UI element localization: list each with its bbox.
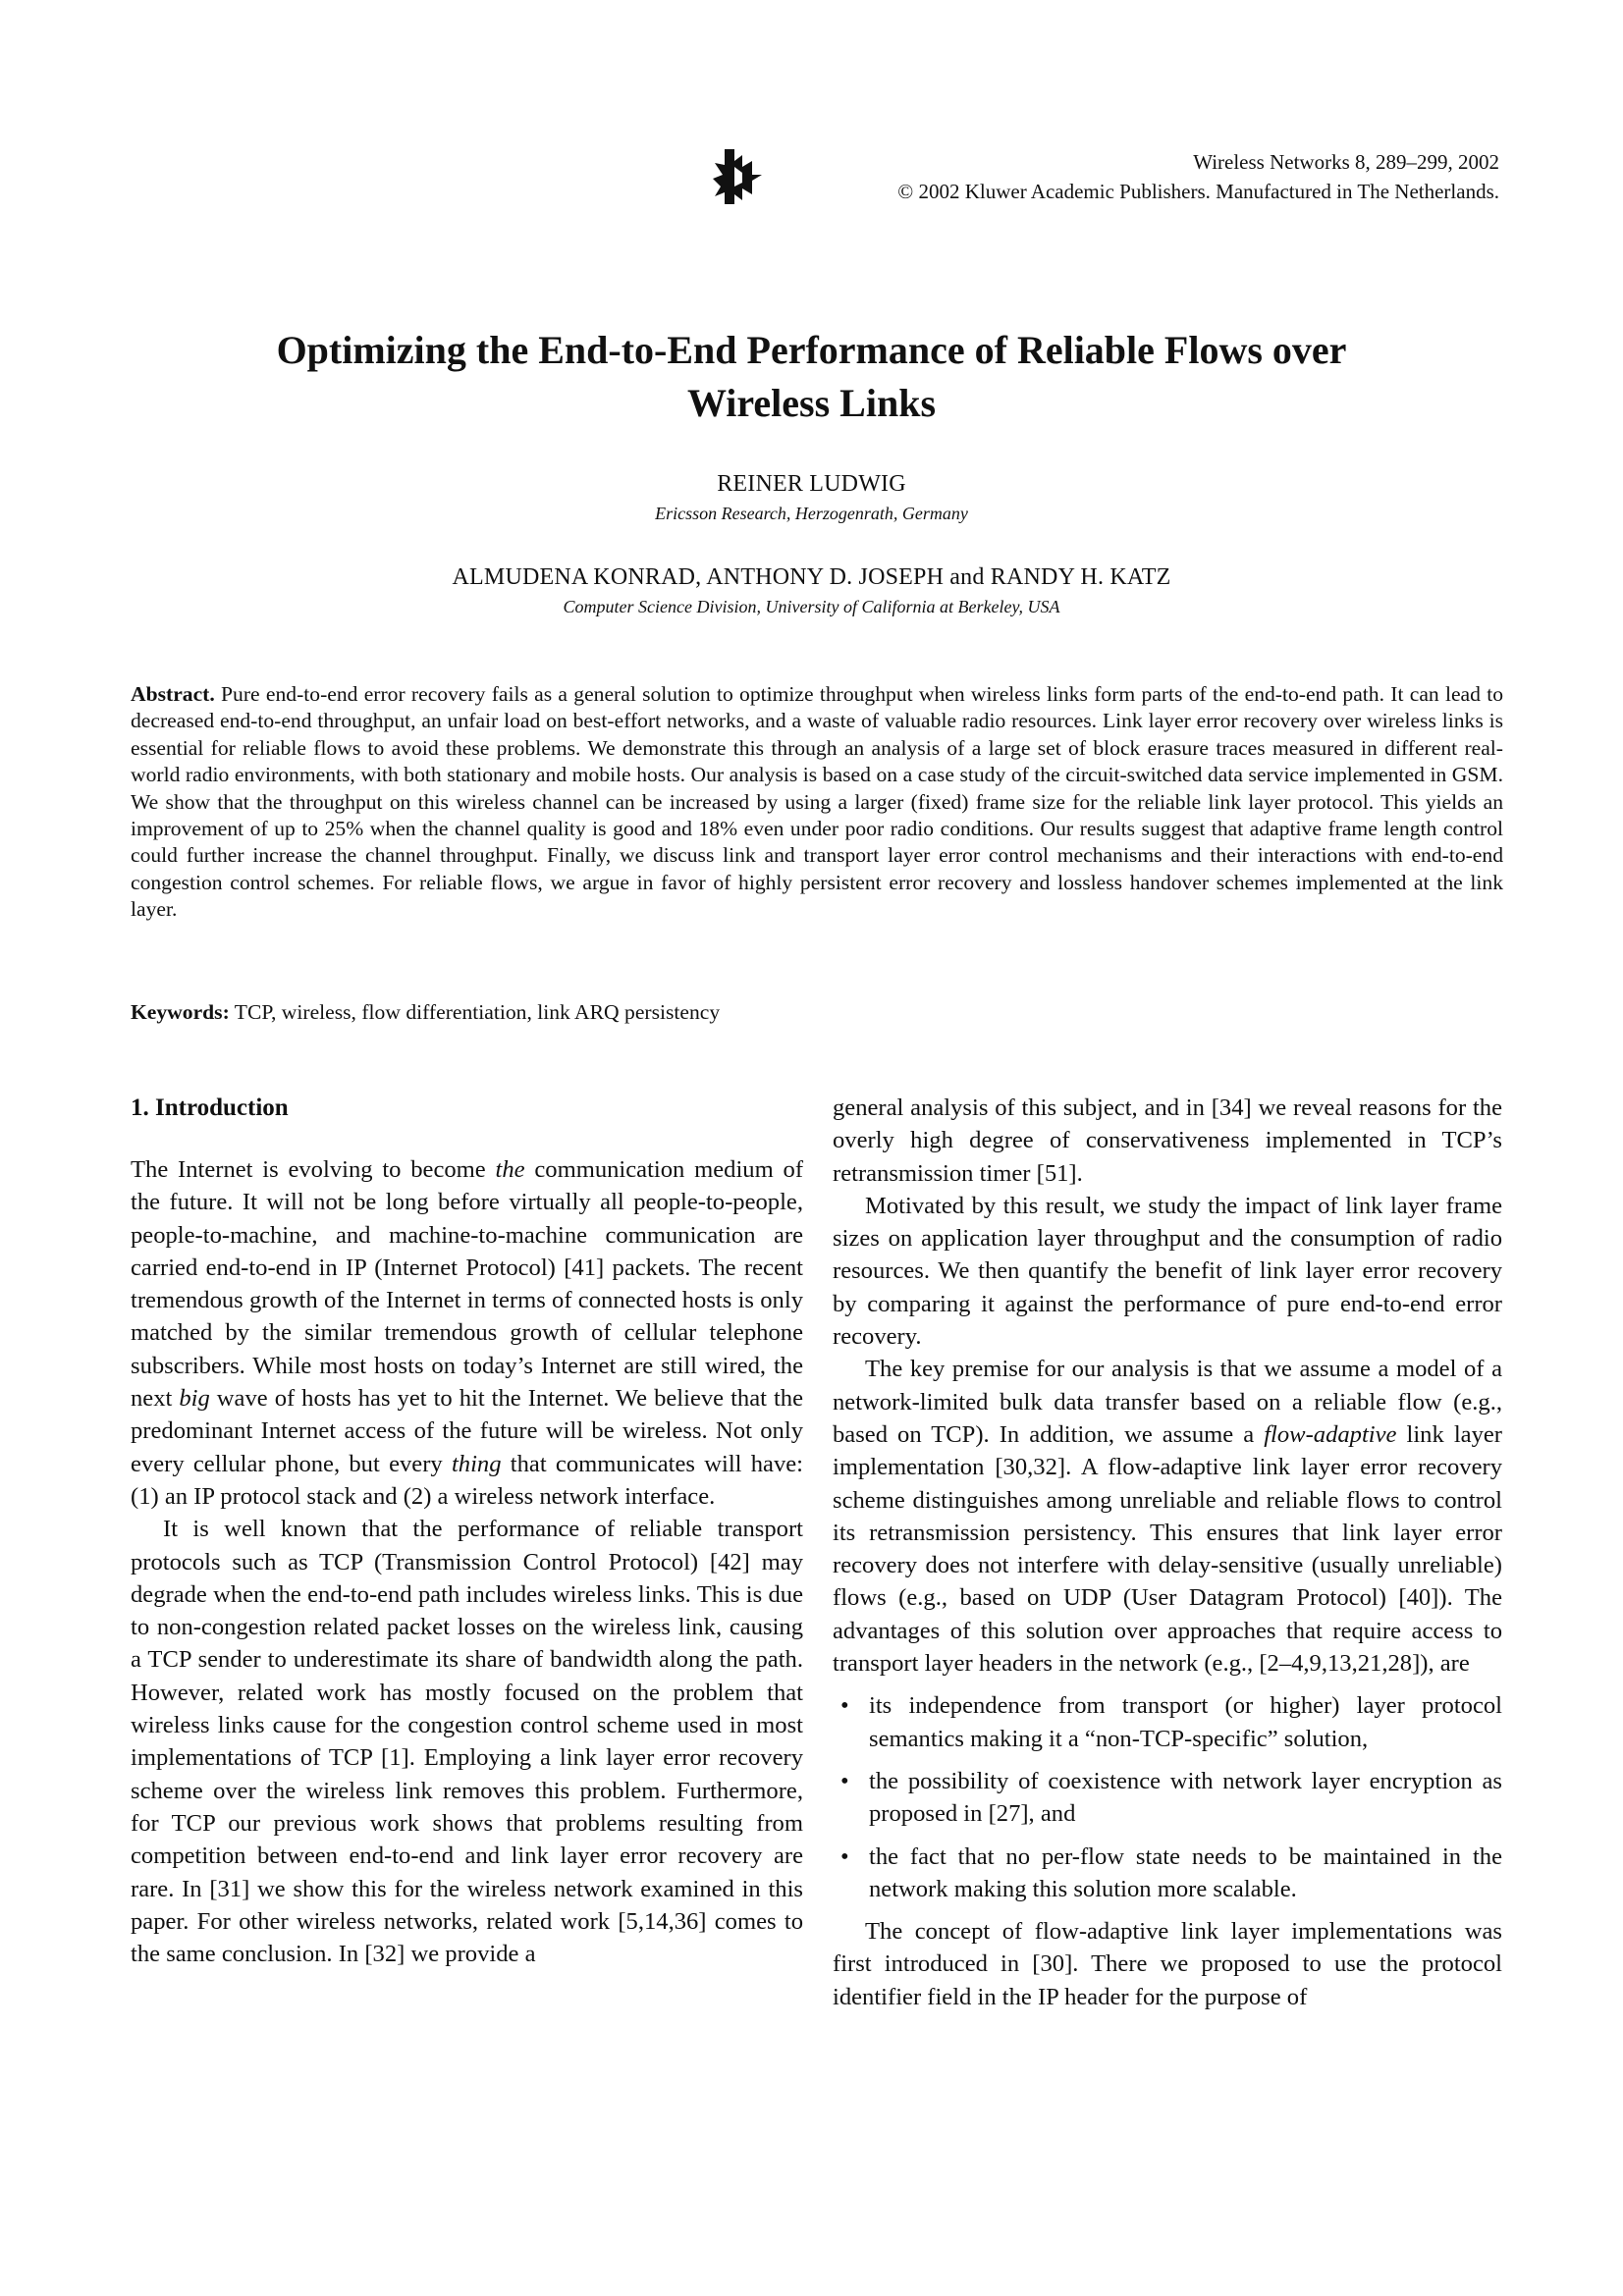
paragraph-text: The key premise for our analysis is that we assume a model of a network-limited bulk data transfer based on a reliable flow (e.g., based on TCP). In addition, we assume a bbox=[833, 1356, 1502, 1448]
paragraph-text: The Internet is evolving to become bbox=[131, 1156, 496, 1183]
paragraph-text: link layer implementation [30,32]. A flow-adaptive link layer error recovery scheme distinguishes among unreliable and reliable flows to control its retransmission persistency. This ensures that link layer error recovery does not interfere with delay-sensitive (usually unreliable) flows (e.g., based on UDP (User Datagram Protocol) [40]). The advantages of this solution over approaches that require access to transport layer headers in the network (e.g., [2–4,9,13,21,28]), are bbox=[833, 1420, 1502, 1678]
emphasis: big bbox=[179, 1385, 210, 1413]
emphasis: thing bbox=[451, 1450, 502, 1477]
bullet-icon: • bbox=[840, 1842, 849, 1870]
author-block-1 bbox=[0, 471, 1623, 524]
bullet-icon: • bbox=[840, 1692, 849, 1720]
emphasis: the bbox=[495, 1156, 525, 1183]
keywords-label: Keywords: bbox=[131, 1000, 230, 1024]
title-line-1: Optimizing the End-to-End Performance of Reliable Flows over bbox=[276, 328, 1347, 372]
author-affiliation: Ericsson Research, Herzogenrath, Germany bbox=[655, 504, 968, 523]
paper-title bbox=[0, 324, 1623, 430]
abstract-text: Pure end-to-end error recovery fails as a general solution to optimize throughput when wireless links form parts of the end-to-end path. It can lead to decreased end-to-end throughput, an unfair load on best-effort networks, and a waste of valuable radio resources. Link layer error recovery over wireless links is essential for reliable flows to avoid these problems. We demonstrate this through an analysis of a large set of block erasure traces measured in different real-world radio environments, with both stationary and mobile hosts. Our analysis is based on a case study of the circuit-switched data service implemented in GSM. We show that the throughput on this wireless channel can be increased by using a larger (fixed) frame size for the reliable link layer protocol. This yields an improvement of up to 25% when the channel quality is good and 18% even under poor radio conditions. Our results suggest that adaptive frame length control could further increase the channel throughput. Finally, we discuss link and transport layer error control mechanisms and their interactions with end-to-end congestion control schemes. For reliable flows, we argue in favor of highly persistent error recovery and lossless handover schemes implemented at the link layer. bbox=[131, 682, 1504, 922]
bullet-list bbox=[833, 1689, 1502, 1905]
emphasis: flow-adaptive bbox=[1264, 1420, 1397, 1448]
paragraph-text: wave of hosts has yet to hit the Internet. We believe that the predominant Internet access of the future will be wireless. Not only every cellular phone, but every bbox=[131, 1385, 804, 1477]
title-line-2: Wireless Links bbox=[686, 381, 937, 425]
keywords-text: TCP, wireless, flow differentiation, link ARQ persistency bbox=[234, 1000, 721, 1024]
list-item bbox=[833, 1765, 1502, 1831]
author-name: ALMUDENA KONRAD, ANTHONY D. JOSEPH and RANDY H. KATZ bbox=[452, 564, 1171, 590]
author-block-2 bbox=[0, 564, 1623, 617]
paragraph: The concept of flow-adaptive link layer implementations was first introduced in [30]. There we proposed to use the protocol identifier field in the IP header for the purpose of bbox=[833, 1918, 1502, 2010]
paragraph: general analysis of this subject, and in [34] we reveal reasons for the overly high degree of conservativeness implemented in TCP’s retransmission timer [51]. bbox=[833, 1095, 1502, 1187]
author-name: REINER LUDWIG bbox=[717, 471, 906, 497]
keywords bbox=[131, 998, 1503, 1026]
list-item-text: its independence from transport (or higher) layer protocol semantics making it a “non-TCP-specific” solution, bbox=[869, 1692, 1502, 1752]
bullet-icon: • bbox=[840, 1767, 849, 1794]
right-column bbox=[833, 1092, 1502, 2013]
journal-header bbox=[897, 147, 1499, 206]
journal-citation: Wireless Networks 8, 289–299, 2002 bbox=[1193, 150, 1499, 174]
list-item-text: the fact that no per-flow state needs to be maintained in the network making this solution more scalable. bbox=[869, 1842, 1502, 1902]
paragraph bbox=[131, 1153, 803, 1513]
abstract bbox=[131, 681, 1503, 924]
author-affiliation: Computer Science Division, University of California at Berkeley, USA bbox=[563, 597, 1060, 616]
paragraph bbox=[833, 1353, 1502, 1680]
paragraph-text: that communicates will have: (1) an IP protocol stack and (2) a wireless network interface. bbox=[131, 1450, 804, 1510]
section-heading: 1. Introduction bbox=[131, 1095, 289, 1121]
list-item bbox=[833, 1841, 1502, 1906]
paragraph: Motivated by this result, we study the impact of link layer frame sizes on application layer throughput and the consumption of radio resources. We then quantify the benefit of link layer error recovery by comparing it against the performance of pure end-to-end error recovery. bbox=[833, 1192, 1502, 1351]
list-item-text: the possibility of coexistence with network layer encryption as proposed in [27], and bbox=[869, 1767, 1502, 1828]
list-item bbox=[833, 1689, 1502, 1755]
paragraph: It is well known that the performance of reliable transport protocols such as TCP (Transmission Control Protocol) [42] may degrade when the end-to-end path includes wireless links. This is due to non-congestion related packet losses on the wireless link, causing a TCP sender to underestimate its share of bandwidth along the path. However, related work has mostly focused on the problem that wireless links cause for the congestion control scheme used in most implementations of TCP [1]. Employing a link layer error recovery scheme over the wireless link removes this problem. Furthermore, for TCP our previous work shows that problems resulting from competition between end-to-end and link layer error recovery are rare. In [31] we show this for the wireless network examined in this paper. For other wireless networks, related work [5,14,36] comes to the same conclusion. In [32] we provide a bbox=[131, 1516, 803, 1968]
paragraph-text: communication medium of the future. It will not be long before virtually all people-to-people, people-to-machine, and machine-to-machine communication are carried end-to-end in IP (Internet Protocol) [41] packets. The recent tremendous growth of the Internet in terms of connected hosts is only matched by the similar tremendous growth of cellular telephone subscribers. While most hosts on today’s Internet are still wired, the next bbox=[131, 1156, 804, 1413]
copyright-line: © 2002 Kluwer Academic Publishers. Manufactured in The Netherlands. bbox=[897, 180, 1499, 203]
left-column bbox=[131, 1092, 803, 1970]
abstract-label: Abstract. bbox=[131, 682, 215, 706]
publisher-logo-icon bbox=[713, 149, 764, 204]
